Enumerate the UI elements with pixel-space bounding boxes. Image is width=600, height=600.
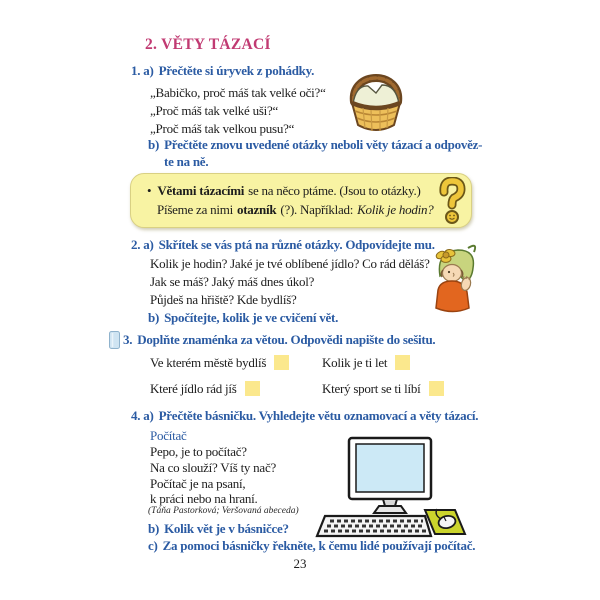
ex2-a-text: Skřítek se vás ptá na různé otázky. Odpovídejte mu.: [158, 237, 435, 252]
answer-box-3: [245, 381, 260, 396]
page-number: 23: [293, 556, 307, 571]
ex4-c-text: Za pomoci básničky řekněte, k čemu lidé používají počítač.: [162, 538, 476, 553]
ex1-quote-2: „Proč máš tak velké uši?“: [150, 103, 279, 118]
answer-box-4: [429, 381, 444, 396]
ex3-text: Doplňte znaménka za větou. Odpovědi napište do sešitu.: [137, 332, 436, 347]
infobox-bullet: •: [147, 183, 152, 198]
answer-box-1: [274, 355, 289, 370]
ex1-quote-1: „Babičko, proč máš tak velké oči?“: [150, 85, 326, 100]
ex1-a-heading: [131, 63, 314, 79]
ex4-b-text: Kolik vět je v básničce?: [164, 521, 289, 536]
ex2-a-label: 2. a): [131, 237, 154, 252]
question-mark-icon: [437, 177, 467, 225]
ex4-a-text: Přečtěte básničku. Vyhledejte větu oznamovací a věty tázací.: [158, 408, 479, 423]
chapter-title: 2. VĚTY TÁZACÍ: [145, 36, 271, 53]
ex3-prompt-3: Které jídlo rád jíš: [150, 381, 260, 397]
ex3-heading: [123, 332, 435, 348]
infobox-line2-start: Píšeme za nimi: [157, 202, 233, 217]
ex4-b-label: b): [148, 521, 160, 536]
ex2-line-1: Kolik je hodin? Jaké je tvé oblíbené jídlo? Co rád děláš?: [150, 256, 430, 271]
ex2-b-text: Spočítejte, kolik je ve cvičení vět.: [164, 310, 339, 325]
ex1-b-line2: te na ně.: [164, 154, 209, 169]
ex1-b-label: b): [148, 137, 160, 152]
infobox-line2-mid: (?). Například:: [280, 202, 354, 217]
ex4-c-label: c): [148, 538, 158, 553]
ex1-a-text: Přečtěte si úryvek z pohádky.: [158, 63, 315, 78]
elf-illustration: [420, 240, 490, 320]
ex1-b-line1: Přečtěte znovu uvedené otázky neboli věty tázací a odpověz-: [164, 137, 483, 152]
infobox-example: Kolik je hodin?: [357, 202, 434, 217]
ex4-b-heading: [148, 521, 289, 537]
ex2-b-heading: [148, 310, 338, 326]
ex2-line-3: Půjdeš na hřiště? Kde bydlíš?: [150, 292, 297, 307]
infobox-term2: otazník: [236, 202, 277, 217]
ex4-a-label: 4. a): [131, 408, 154, 423]
ex3-prompt-1: Ve kterém městě bydlíš: [150, 355, 289, 371]
basket-illustration: [337, 62, 417, 136]
grammar-infobox: [130, 173, 472, 228]
ex2-a-heading: [131, 237, 435, 253]
ex3-label: 3.: [123, 332, 133, 347]
ex2-line-2: Jak se máš? Jaký máš dnes úkol?: [150, 274, 315, 289]
poem-title: Počítač: [150, 428, 187, 443]
ex1-quote-3: „Proč máš tak velkou pusu?“: [150, 121, 295, 136]
ex4-c-heading: [148, 538, 475, 554]
infobox-line1: [147, 183, 421, 199]
ex3-prompt-2: Kolik je ti let: [322, 355, 410, 371]
notebook-icon: [109, 331, 120, 349]
poem-line-3: Počítač je na psaní,: [150, 476, 246, 491]
infobox-line2: [157, 202, 434, 218]
poem-line-1: Pepo, je to počítač?: [150, 444, 247, 459]
ex2-b-label: b): [148, 310, 160, 325]
answer-box-2: [395, 355, 410, 370]
poem-line-2: Na co slouží? Víš ty nač?: [150, 460, 276, 475]
infobox-term: Větami tázacími: [157, 183, 245, 198]
ex4-a-heading: [131, 408, 478, 424]
ex1-a-label: 1. a): [131, 63, 154, 78]
poem-attribution: (Táňa Pastorková; Veršovaná abeceda): [148, 506, 299, 516]
ex1-b-heading: [148, 137, 482, 153]
infobox-line1-rest: se na něco ptáme. (Jsou to otázky.): [248, 183, 421, 198]
computer-illustration: [313, 436, 468, 544]
poem-line-4: k práci nebo na hraní.: [150, 491, 258, 506]
screen: [356, 444, 424, 492]
ex3-prompt-4: Který sport se ti líbí: [322, 381, 444, 397]
